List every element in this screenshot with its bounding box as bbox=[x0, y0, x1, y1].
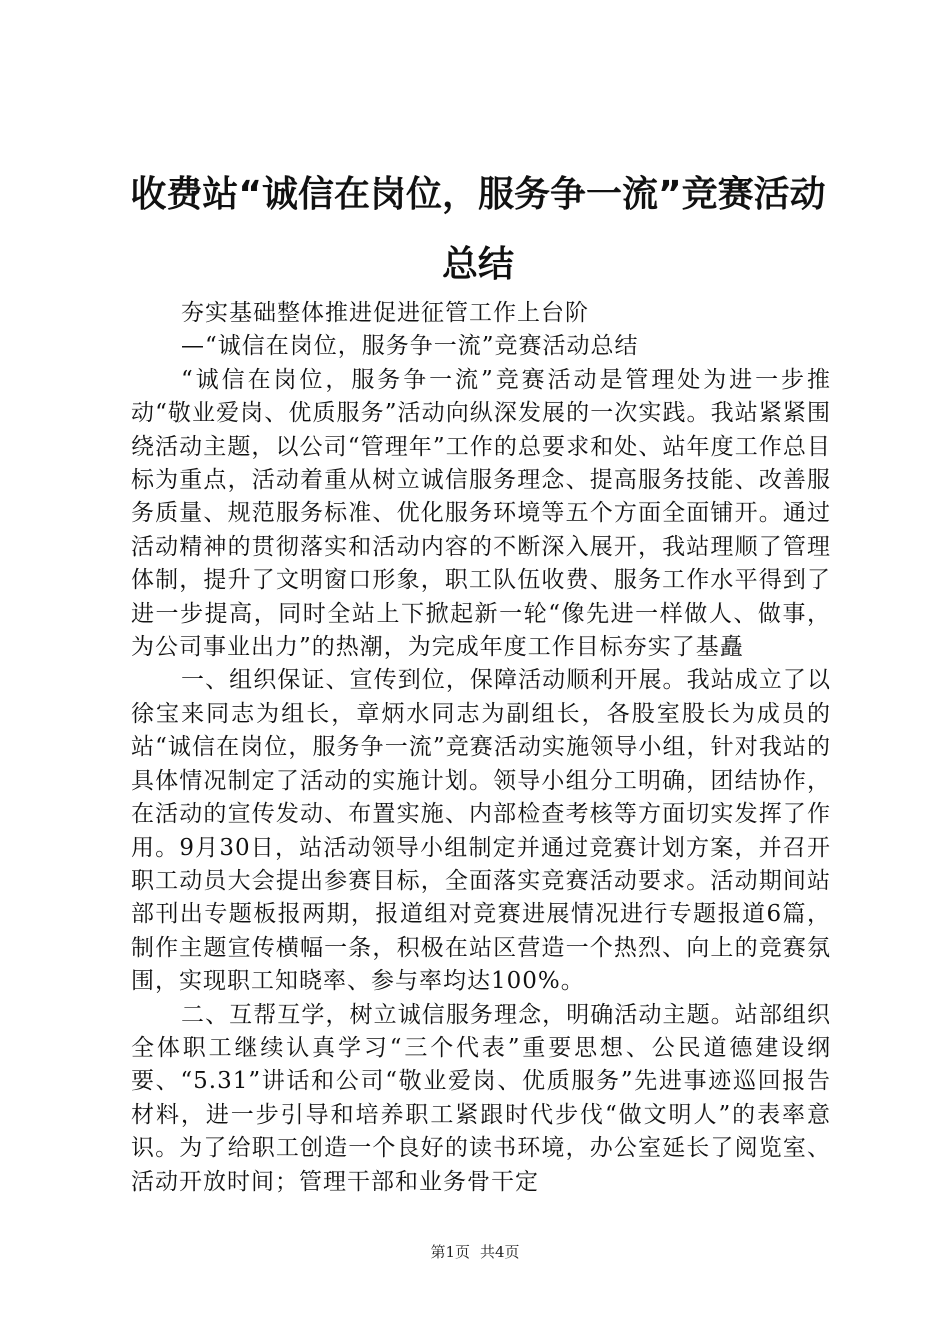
paragraph-section-2: 二、互帮互学，树立诚信服务理念，明确活动主题。站部组织全体职工继续认真学习“三个代表”重要思想、公民道德建设纲要、“5.31”讲话和公司“敬业爱岗、优质服务”先进事迹巡回报告材料，进一步引导和培养职工紧跟时代步伐“做文明人”的表率意识。为了给职工创造一个良好的读书环境，办公室延长了阅览室、活动开放时间；管理干部和业务骨干定 bbox=[131, 1001, 831, 1195]
paragraph-section-1: 一、组织保证、宣传到位，保障活动顺利开展。我站成立了以徐宝来同志为组长，章炳水同志为副组长，各股室股长为成员的站“诚信在岗位，服务争一流”竞赛活动实施领导小组，针对我站的具体情况制定了活动的实施计划。领导小组分工明确，团结协作，在活动的宣传发动、布置实施、内部检查考核等方面切实发挥了作用。9月30日，站活动领导小组制定并通过竞赛计划方案，并召开职工动员大会提出参赛目标，全面落实竞赛活动要求。活动期间站部刊出专题板报两期，报道组对竞赛进展情况进行专题报道6篇，制作主题宣传横幅一条，积极在站区营造一个热烈、向上的竞赛氛围，实现职工知晓率、参与率均达100%。 bbox=[131, 667, 831, 995]
page-number: 第1页 bbox=[430, 1243, 470, 1261]
subtitle-line-2: —“诚信在岗位，服务争一流”竞赛活动总结 bbox=[181, 333, 639, 360]
subtitle-line-1: 夯实基础整体推进促进征管工作上台阶 bbox=[181, 300, 589, 326]
page-footer bbox=[0, 1241, 950, 1262]
paragraph-intro: “诚信在岗位，服务争一流”竞赛活动是管理处为进一步推动“敬业爱岗、优质服务”活动向纵深发展的一次实践。我站紧紧围绕活动主题，以公司“管理年”工作的总要求和处、站年度工作总目标为重点，活动着重从树立诚信服务理念、提高服务技能、改善服务质量、规范服务标准、优化服务环境等五个方面全面铺开。通过活动精神的贯彻落实和活动内容的不断深入展开，我站理顺了管理体制，提升了文明窗口形象，职工队伍收费、服务工作水平得到了进一步提高，同时全站上下掀起新一轮“像先进一样做人、做事，为公司事业出力”的热潮，为完成年度工作目标夯实了基矗 bbox=[131, 366, 831, 661]
document-title: 收费站“诚信在岗位，服务争一流”竞赛活动总结 bbox=[130, 174, 826, 285]
document-body bbox=[131, 297, 831, 1199]
page-total: 共4页 bbox=[480, 1243, 520, 1261]
